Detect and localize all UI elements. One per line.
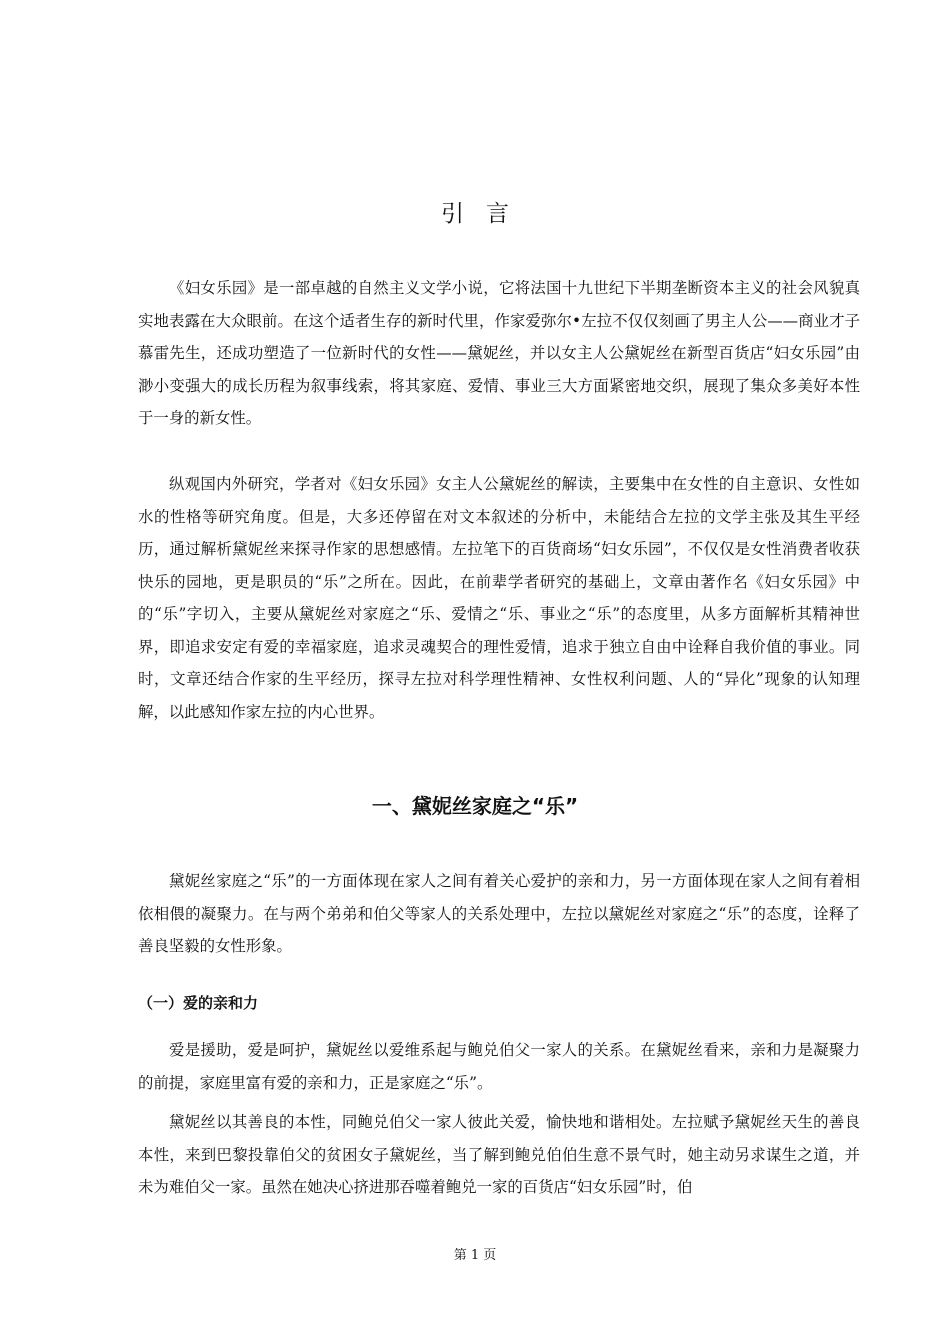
section-heading: 一、黛妮丝家庭之“乐” <box>371 794 579 818</box>
subsection-paragraph-1: 爱是援助，爱是呵护，黛妮丝以爱维系起与鲍兑伯父一家人的关系。在黛妮丝看来，亲和力是凝聚力的前提，家庭里富有爱的亲和力，正是家庭之“乐”。 <box>138 1041 860 1092</box>
section-paragraph-1: 黛妮丝家庭之“乐”的一方面体现在家人之间有着关心爱护的亲和力，另一方面体现在家人之间有着相依相偎的凝聚力。在与两个弟弟和伯父等家人的关系处理中，左拉以黛妮丝对家庭之“乐”的态度，诠释了善良坚毅的女性形象。 <box>138 872 860 955</box>
page-title: 引言 <box>441 201 531 227</box>
subsection-heading: （一）爱的亲和力 <box>138 994 259 1012</box>
intro-paragraph-1: 《妇女乐园》是一部卓越的自然主义文学小说，它将法国十九世纪下半期垄断资本主义的社会风貌真实地表露在大众眼前。在这个适者生存的新时代里，作家爱弥尔•左拉不仅仅刻画了男主人公——商业才子慕雷先生，还成功塑造了一位新时代的女性——黛妮丝，并以女主人公黛妮丝在新型百货店“妇女乐园”由渺小变强大的成长历程为叙事线索，将其家庭、爱情、事业三大方面紧密地交织，展现了集众多美好本性于一身的新女性。 <box>138 279 860 427</box>
subsection-paragraph-2: 黛妮丝以其善良的本性，同鲍兑伯父一家人彼此关爱，愉快地和谐相处。左拉赋予黛妮丝天生的善良本性，来到巴黎投靠伯父的贫困女子黛妮丝，当了解到鲍兑伯伯生意不景气时，她主动另求谋生之道，并未为难伯父一家。虽然在她决心挤进那吞噬着鲍兑一家的百货店“妇女乐园”时，伯 <box>138 1113 860 1196</box>
page-number: 第 1 页 <box>453 1248 497 1263</box>
intro-paragraph-2: 纵观国内外研究，学者对《妇女乐园》女主人公黛妮丝的解读，主要集中在女性的自主意识、女性如水的性格等研究角度。但是，大多还停留在对文本叙述的分析中，未能结合左拉的文学主张及其生平经历，通过解析黛妮丝来探寻作家的思想感情。左拉笔下的百货商场“妇女乐园”，不仅仅是女性消费者收获快乐的园地，更是职员的“乐”之所在。因此，在前辈学者研究的基础上，文章由著作名《妇女乐园》中的“乐”字切入，主要从黛妮丝对家庭之“乐、爱情之“乐、事业之“乐”的态度里，从多方面解析其精神世界，即追求安定有爱的幸福家庭，追求灵魂契合的理性爱情，追求于独立自由中诠释自我价值的事业。同时，文章还结合作家的生平经历，探寻左拉对科学理性精神、女性权利问题、人的“异化”现象的认知理解，以此感知作家左拉的内心世界。 <box>138 475 860 721</box>
